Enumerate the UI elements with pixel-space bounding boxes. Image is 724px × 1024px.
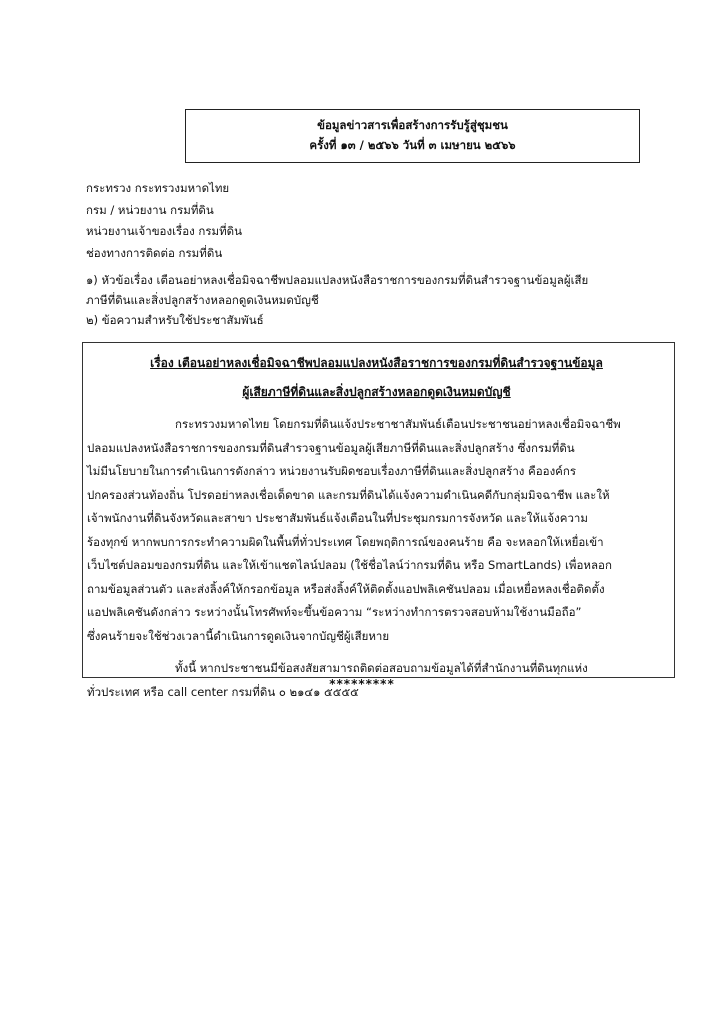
end-mark: ********* (329, 677, 395, 691)
header-title: ข้อมูลข่าวสารเพื่อสร้างการรับรู้สู่ชุมชน (317, 118, 508, 132)
meta-ministry: กระทรวง กระทรวงมหาดไทย (86, 181, 230, 195)
header-box (185, 109, 640, 163)
press-body (87, 413, 666, 648)
press-body-line: เจ้าพนักงานที่ดินจังหวัดและสาขา ประชาสัมพันธ์แจ้งเตือนในที่ประชุมกรมการจังหวัด และให้แจ้งความ (87, 511, 588, 525)
meta-block (86, 178, 646, 264)
meta-owner-unit: หน่วยงานเจ้าของเรื่อง กรมที่ดิน (86, 224, 242, 238)
topic-line-2: ภาษีที่ดินและสิ่งปลูกสร้างหลอกดูดเงินหมดบัญชี (86, 293, 319, 307)
press-body-line: ปลอมแปลงหนังสือราชการของกรมที่ดินสำรวจฐานข้อมูลผู้เสียภาษีที่ดินและสิ่งปลูกสร้าง ซึ่งกรมที่ดิน (87, 440, 575, 455)
press-body-line: ไม่มีนโยบายในการดำเนินการดังกล่าว หน่วยงานรับผิดชอบเรื่องภาษีที่ดินและสิ่งปลูกสร้าง คือองค์กร (87, 464, 577, 478)
meta-contact: ช่องทางการติดต่อ กรมที่ดิน (86, 245, 223, 260)
press-body-line: ซึ่งคนร้ายจะใช้ช่วงเวลานี้ดำเนินการดูดเงินจากบัญชีผู้เสียหาย (87, 628, 390, 643)
press-body-line: ร้องทุกข์ หากพบการกระทำความผิดในพื้นที่ทั่วประเทศ โดยพฤติการณ์ของคนร้าย คือ จะหลอกให้เหยื่อเข้า (87, 534, 604, 549)
press-title-line-2: ผู้เสียภาษีที่ดินและสิ่งปลูกสร้างหลอกดูดเงินหมดบัญชี (242, 385, 511, 399)
meta-department: กรม / หน่วยงาน กรมที่ดิน (86, 202, 214, 217)
header-issue-line: ครั้งที่ ๑๓ / ๒๕๖๖ วันที่ ๓ เมษายน ๒๕๖๖ (309, 138, 516, 152)
press-footer-line-1: ทั้งนี้ หากประชาชนมีข้อสงสัยสามารถติดต่อสอบถามข้อมูลได้ที่สำนักงานที่ดินทุกแห่ง (175, 661, 588, 675)
press-title-line-1: เรื่อง เตือนอย่าหลงเชื่อมิจฉาชีพปลอมแปลงหนังสือราชการของกรมที่ดินสำรวจฐานข้อมูล (150, 356, 603, 370)
press-body-line: แอปพลิเคชันดังกล่าว ระหว่างนั้นโทรศัพท์จะขึ้นข้อความ “ระหว่างทำการตรวจสอบห้ามใช้งานมือถือ” (87, 605, 582, 619)
topic-block (86, 270, 676, 330)
press-body-line: ปกครองส่วนท้องถิ่น โปรดอย่าหลงเชื่อเด็ดขาด และกรมที่ดินได้แจ้งความดำเนินคดีกับกลุ่มมิจฉาชีพ และให้ (87, 487, 610, 502)
topic-line-3: ๒) ข้อความสำหรับใช้ประชาสัมพันธ์ (86, 313, 264, 327)
topic-line-1: ๑) หัวข้อเรื่อง เตือนอย่าหลงเชื่อมิจฉาชีพปลอมแปลงหนังสือราชการของกรมที่ดินสำรวจฐานข้อมูลผู้เสีย (86, 273, 589, 287)
press-footer-line-2: ทั่วประเทศ หรือ call center กรมที่ดิน ๐ ๒๑๔๑ ๕๕๕๕ (87, 684, 359, 699)
press-body-line: ถามข้อมูลส่วนตัว และส่งลิ้งค์ให้กรอกข้อมูล หรือส่งลิ้งค์ให้ติดตั้งแอปพลิเคชันปลอม เมื่อเหยื่อหลงเชื่อติดตั้ง (87, 581, 605, 596)
press-release-box (82, 342, 675, 699)
press-body-line: เว็บไซต์ปลอมของกรมที่ดิน และให้เข้าแชตไลน์ปลอม (ใช้ชื่อไลน์ว่ากรมที่ดิน หรือ SmartLands) เพื่อหลอก (87, 558, 612, 572)
press-body-line: กระทรวงมหาดไทย โดยกรมที่ดินแจ้งประชาชาสัมพันธ์เตือนประชาชนอย่าหลงเชื่อมิจฉาชีพ (175, 417, 621, 431)
